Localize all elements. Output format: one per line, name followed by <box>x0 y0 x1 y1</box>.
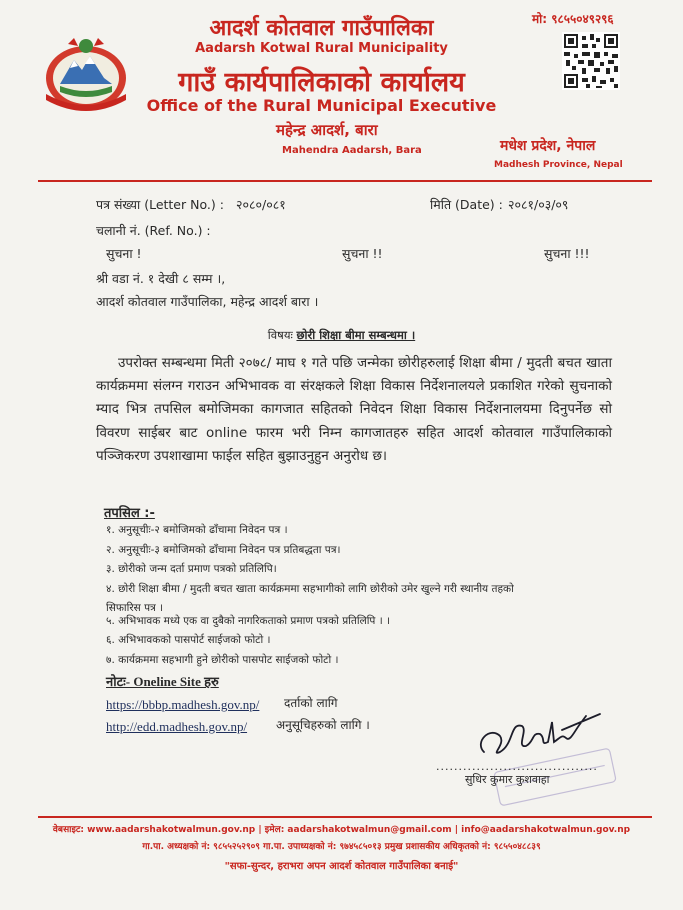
notice-1: सुचना ! <box>106 246 142 261</box>
place-np: महेन्द्र आदर्श, बारा <box>276 121 378 139</box>
subject-line <box>0 328 683 343</box>
date-value: २०८१/०३/०९ <box>508 197 569 212</box>
subject-text: छोरी शिक्षा बीमा सम्बन्धमा । <box>296 328 416 342</box>
tapsil-item: १. अनुसूचीः-२ बमोजिमको ढाँचामा निवेदन पत्र । <box>106 524 288 536</box>
recipient-line-1: श्री वडा नं. १ देखी ८ सम्म ।, <box>96 271 226 286</box>
recipient-line-2: आदर्श कोतवाल गाउँपालिका, महेन्द्र आदर्श बारा । <box>96 294 319 309</box>
letter-no-value: २०८०/०८१ <box>236 197 286 212</box>
tapsil-item: ४. छोरी शिक्षा बीमा / मुदती बचत खाता कार्यक्रममा सहभागीको लागि छोरीको उमेर खुल्ने गरी स्थानीय तहको <box>106 583 514 595</box>
footer-phones: गा.पा. अध्यक्षको नं: ९८५५२५२९०९ गा.पा. उपाध्यक्षको नं: ९७४५८५०१३ प्रमुख प्रशासकीय अधिकृतको नं: ९८५५०४८८३९ <box>142 842 541 852</box>
tapsil-item: ६. अभिभावकको पासपोर्ट साईजको फोटो । <box>106 634 271 646</box>
footer-divider <box>38 816 652 818</box>
schedules-link[interactable]: http://edd.madhesh.gov.np/ <box>106 719 248 734</box>
letter-no-label: पत्र संख्या (Letter No.) : <box>96 197 224 212</box>
signature-line: .................................... <box>436 760 598 773</box>
registration-link-desc: दर्ताको लागि <box>284 696 338 710</box>
office-name-en: Office of the Rural Municipal Executive <box>146 96 497 115</box>
header-divider <box>38 180 652 182</box>
tapsil-item: २. अनुसूचीः-३ बमोजिमको ढाँचामा निवेदन पत्र प्रतिबद्धता पत्र। <box>106 544 341 556</box>
ref-no-label: चलानी नं. (Ref. No.) : <box>96 223 211 238</box>
date-label: मिति (Date) : <box>430 197 503 212</box>
qr-code-icon <box>562 32 620 90</box>
province-en: Madhesh Province, Nepal <box>494 160 623 170</box>
municipality-name-np: आदर्श कोतवाल गाउँपालिका <box>209 16 434 41</box>
tapsil-heading: तपसिल :- <box>104 506 155 521</box>
province-np: मधेश प्रदेश, नेपाल <box>500 138 596 154</box>
place-en: Mahendra Aadarsh, Bara <box>282 145 422 156</box>
notice-3: सुचना !!! <box>544 246 590 261</box>
tapsil-item: ५. अभिभावक मध्ये एक वा दुबैको नागरिकताको प्रमाण पत्रको प्रतिलिपि । । <box>106 615 391 627</box>
footer-slogan: "सफा-सुन्दर, हराभरा अपन आदर्श कोतवाल गाउँपालिका बनाई" <box>224 861 459 872</box>
notice-2: सुचना !! <box>342 246 383 261</box>
registration-link[interactable]: https://bbbp.madhesh.gov.np/ <box>106 697 260 712</box>
office-name-np: गाउँ कार्यपालिकाको कार्यालय <box>178 67 465 98</box>
letter-body: उपरोक्त सम्बन्धमा मिती २०७८/ माघ १ गते पछि जन्मेका छोरीहरुलाई शिक्षा बीमा / मुदती बचत खाता कार्यक्रममा संलग्न गराउन अभिभावक वा संरक्षकले शिक्षा विकास निर्देशनालयले प्रकाशित गरेको सुचनाको म्याद भित्र तपसिल बमोजिमका कागजात सहितको निवेदन शिक्षा विकास निर्देशनालयमा दिनुपर्नेछ सो विवरण साईबर बाट online फारम भरी निम्न कागजातहरु सहित आदर्श कोतवाल गाउँपालिकाको पञ्जिकरण उपशाखामा फाईल सहित बुझाउनुहुन अनुरोध छ। <box>96 355 612 464</box>
footer-contact: वेबसाइट: www.aadarshakotwalmun.gov.np | इमेल: aadarshakotwalmun@gmail.com | info@aadarshakotwalmun.gov.np <box>52 825 631 835</box>
note-heading: नोटः- Onelinе Site हरु <box>106 674 219 689</box>
municipality-name-en: Aadarsh Kotwal Rural Municipality <box>195 41 448 56</box>
schedules-link-desc: अनुसूचिहरुको लागि । <box>276 718 370 732</box>
tapsil-item: ३. छोरीको जन्म दर्ता प्रमाण पत्रको प्रतिलिपि। <box>106 563 277 575</box>
mobile-number: मो: ९८५५०४९२९६ <box>532 12 614 26</box>
subject-label: विषयः <box>267 328 293 342</box>
tapsil-item: ७. कार्यक्रममा सहभागी हुने छोरीको पासपोट साईजको फोटो । <box>106 654 339 666</box>
tapsil-item-continuation: सिफारिस पत्र । <box>106 602 164 614</box>
signature-icon <box>470 712 620 760</box>
signatory-name: सुधिर कुमार कुशवाहा <box>465 773 550 786</box>
